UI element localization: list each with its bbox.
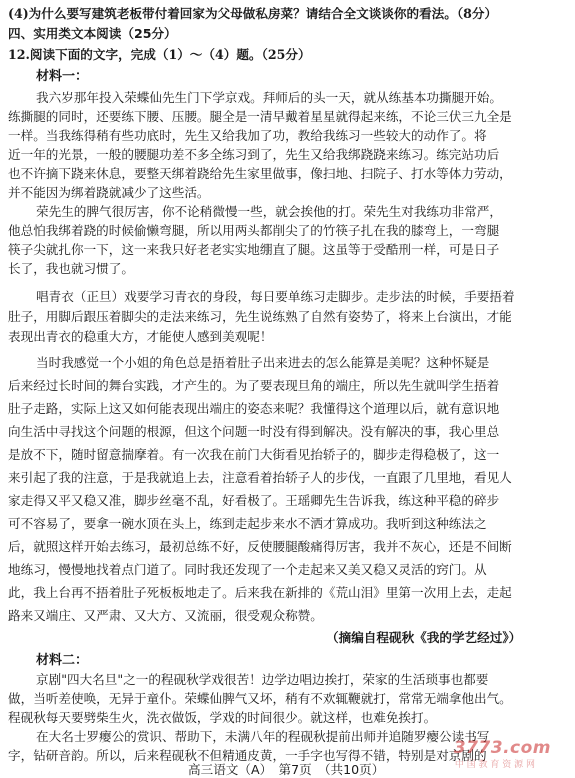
material-1-source: （摘编自程砚秋《我的学艺经过》） (326, 630, 522, 645)
question-4: (4)为什么要写建筑老板带付着回家为父母做私房菜？请结合全文谈谈你的看法。（8分） (8, 6, 498, 21)
watermark-logo: 3773.com (453, 738, 551, 758)
material-1-line: 也不许摘下跷来休息，要整天绑着跷给先生家里做事，像扫地、扫院子、打水等体力劳动， (8, 166, 512, 181)
material-1-line: 肚子走路，实际上这又如何能表现出端庄的姿态来呢？我懂得这个道理以后，就有意识地 (8, 401, 500, 416)
material-1-line: 向生活中寻找这个问题的根源，但这个问题一时没有得到解决。没有解决的事，我心里总 (8, 424, 500, 439)
material-1-line: 地练习，慢慢地找着点门道了。同时我还发现了一个走起来又美又稳又灵活的窍门。从 (8, 562, 487, 577)
material-1-line: 并不能因为绑着跷就减少了这些活。 (8, 185, 210, 200)
material-1-line: 一样。当我练得稍有些功底时，先生又给我加了功，教给我练习一些较大的动作了。将 (8, 128, 487, 143)
watermark-subtitle: 中 国 教 育 资 源 网 (454, 760, 535, 770)
material-1-line: 练撕腿的同时，还要练下腰、压腰。腿全是一清早戴着星星就得起来练，不论三伏三九全是 (8, 109, 512, 124)
material-1-line: 我六岁那年投入荣蝶仙先生门下学京戏。拜师后的头一天，就从练基本功撕腿开始。 (36, 90, 502, 105)
material-1-line: 后来经过长时间的舞台实践，才产生的。为了要表现旦角的端庄，所以先生就叫学生捂着 (8, 378, 500, 393)
material-1-line: 此，我上台再不捂着肚子死板板地走了。后来我在新排的《荒山泪》里第一次用上去，走起 (8, 585, 512, 600)
material-2-line: 程砚秋每天要劈柴生火，洗衣做饭，学戏的时间很少。就这样，也难免挨打。 (8, 710, 437, 725)
material-1-line: 筷子尖就扎你一下，这一来我只好老老实实地绷直了腿。这虽等于受酷刑一样，可是日子 (8, 242, 500, 257)
material-1-line: 可不容易了，要拿一碗水顶在头上，练到走起步来水不洒才算成功。我听到这种练法之 (8, 516, 487, 531)
material-1-line: 荣先生的脾气很厉害，你不论稍微慢一些，就会挨他的打。荣先生对我练功非常严， (36, 204, 502, 219)
material-1-line: 是放不下，随时留意揣摩着。有一次我在前门大街看见抬轿子的，脚步走得稳极了，这一 (8, 447, 500, 462)
material-1-line: 近一年的光景，一般的腰腿功差不多全练习到了，先生又给我绑跷跷来练习。练完站功后 (8, 147, 500, 162)
material-2-title: 材料二： (36, 653, 89, 668)
material-2-line: 做，当听差使唤，无异于童仆。荣蝶仙脾气又坏，稍有不欢辄鞭就打，常常无端拿他出气。 (8, 691, 512, 706)
material-1-line: 来引起了我的注意，于是我就追上去，注意看着抬轿子人的步伐，一直跟了几里地，看见人 (8, 470, 512, 485)
material-1-line: 家走得又平又稳又准，脚步丝毫不乱，好看极了。王瑶卿先生告诉我，练这种平稳的碎步 (8, 493, 500, 508)
material-1-line: 他总怕我绑着跷的时候偷懒弯腿，所以用两头都削尖了的竹筷子扎在我的膝弯上，一弯腿 (8, 223, 500, 238)
material-2-line: 字，钻研音韵。所以，后来程砚秋不但精通皮黄，一手字也写得不错，特别是对京剧的 (8, 748, 487, 763)
page-footer: 高三语文（A） 第7页 （共10页） (188, 762, 385, 777)
material-1-line: 长了，我也就习惯了。 (8, 261, 134, 276)
question-12: 12.阅读下面的文字，完成（1）～（4）题。（25分） (8, 47, 311, 62)
section-title: 四、实用类文本阅读（25分） (8, 26, 177, 41)
material-1-line: 路来又端庄、又严肃、又大方、又流丽，很受观众称赞。 (8, 608, 323, 623)
material-1-line: 当时我感觉一个小姐的角色总是捂着肚子出来进去的怎么能算是美呢？这种怀疑是 (36, 355, 490, 370)
material-1-line: 后，就照这样开始去练习，最初总练不好，反使腰腿酸痛得厉害，我并不灰心，还是不间断 (8, 539, 512, 554)
material-1-title: 材料一： (36, 69, 89, 84)
material-1-line: 表现出青衣的稳重大方，才能使人感到美观呢！ (8, 329, 273, 344)
material-2-line: 京剧"四大名旦"之一的程砚秋学戏很苦！边学边唱边挨打，荣家的生活琐事也都要 (36, 672, 489, 687)
material-2-line: 在大名士罗瘿公的赏识、帮助下，未满八年的程砚秋提前出师并追随罗瘿公读书写 (36, 729, 490, 744)
material-1-line: 肚子，用脚后跟压着脚尖的走法来练习，先生说练熟了自然有姿势了，将来上台演出，才能 (8, 309, 512, 324)
material-1-line: 唱青衣（正旦）戏要学习青衣的身段，每日要单练习走脚步。走步法的时候，手要捂着 (36, 289, 515, 304)
